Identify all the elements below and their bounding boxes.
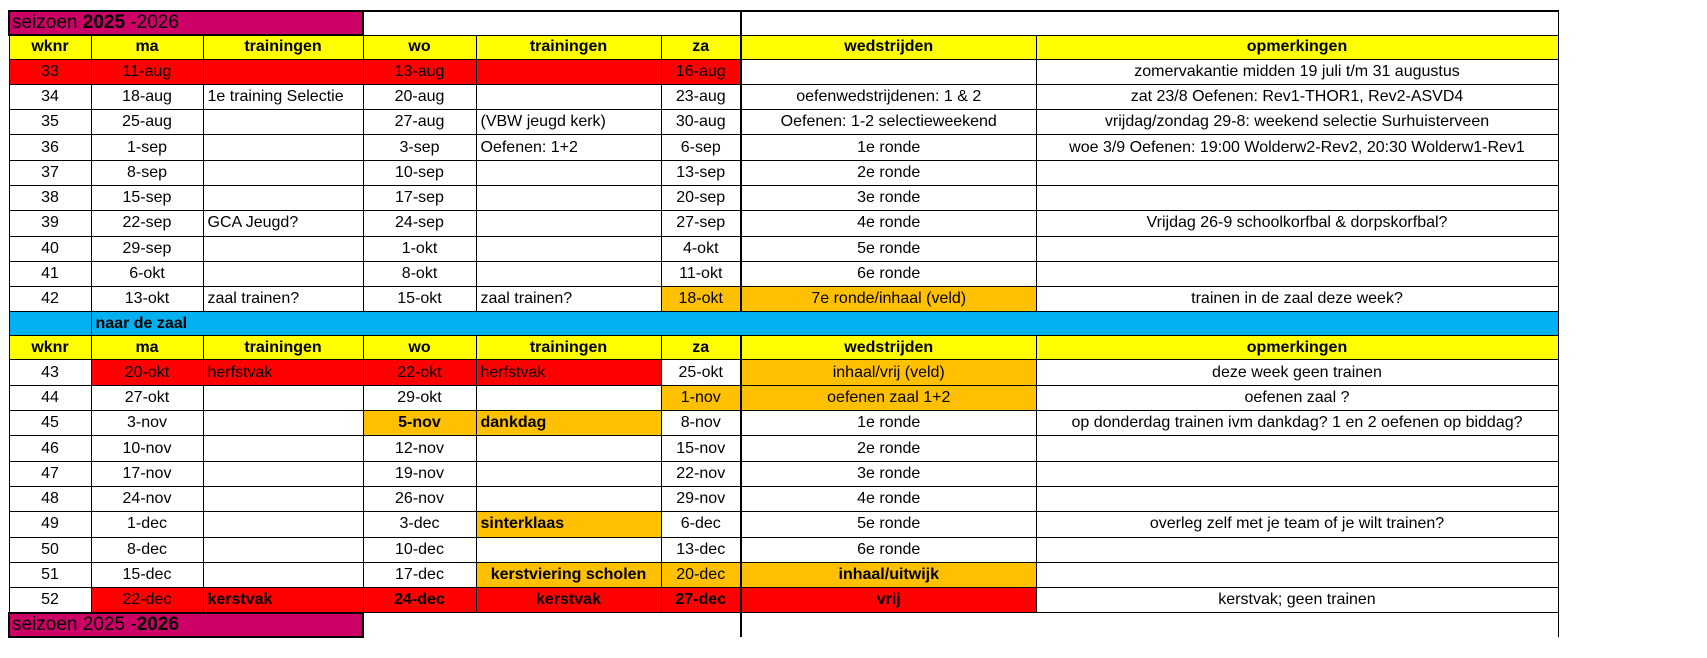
monday-date-cell: 1-dec (91, 512, 203, 537)
wednesday-date-cell: 17-dec (363, 562, 476, 587)
week-number-cell: 34 (9, 84, 91, 109)
week-number-cell: 48 (9, 486, 91, 511)
remarks-cell: kerstvak; geen trainen (1036, 588, 1558, 613)
monday-date-cell: 11-aug (91, 59, 203, 84)
saturday-date-cell: 16-aug (661, 59, 741, 84)
match-cell: 5e ronde (741, 236, 1036, 261)
week-number-cell: 35 (9, 110, 91, 135)
header-week-number: wknr (9, 35, 91, 59)
footer-row (9, 613, 1558, 637)
remarks-cell (1036, 185, 1558, 210)
remarks-cell: trainen in de zaal deze week? (1036, 287, 1558, 312)
monday-training-cell (203, 59, 363, 84)
week-number-cell: 39 (9, 211, 91, 236)
match-cell: inhaal/uitwijk (741, 562, 1036, 587)
wednesday-training-cell (476, 261, 661, 286)
remarks-cell: overleg zelf met je team of je wilt trainen? (1036, 512, 1558, 537)
header-wednesday-date: wo (363, 336, 476, 360)
monday-training-cell (203, 385, 363, 410)
wednesday-date-cell: 10-sep (363, 160, 476, 185)
monday-date-cell: 15-sep (91, 185, 203, 210)
week-number-cell: 33 (9, 59, 91, 84)
saturday-date-cell: 27-sep (661, 211, 741, 236)
match-cell: 2e ronde (741, 436, 1036, 461)
monday-training-cell: kerstvak (203, 588, 363, 613)
wednesday-training-cell (476, 185, 661, 210)
saturday-date-cell: 13-dec (661, 537, 741, 562)
wednesday-training-cell (476, 84, 661, 109)
wednesday-date-cell: 17-sep (363, 185, 476, 210)
monday-date-cell: 8-sep (91, 160, 203, 185)
header-wednesday-date: wo (363, 35, 476, 59)
wednesday-training-cell: (VBW jeugd kerk) (476, 110, 661, 135)
monday-date-cell: 1-sep (91, 135, 203, 160)
empty-cell (363, 613, 741, 637)
table-row (9, 110, 1558, 135)
wednesday-date-cell: 1-okt (363, 236, 476, 261)
header-monday-training: trainingen (203, 336, 363, 360)
week-number-cell: 50 (9, 537, 91, 562)
week-number-cell: 37 (9, 160, 91, 185)
monday-training-cell (203, 185, 363, 210)
wednesday-date-cell: 15-okt (363, 287, 476, 312)
monday-training-cell (203, 486, 363, 511)
wednesday-training-cell: kerstviering scholen (476, 562, 661, 587)
wednesday-training-cell (476, 160, 661, 185)
monday-date-cell: 3-nov (91, 411, 203, 436)
wednesday-date-cell: 24-dec (363, 588, 476, 613)
wednesday-date-cell: 20-aug (363, 84, 476, 109)
monday-date-cell: 25-aug (91, 110, 203, 135)
table-row (9, 360, 1558, 385)
wednesday-date-cell: 26-nov (363, 486, 476, 511)
header-match: wedstrijden (741, 336, 1036, 360)
monday-date-cell: 15-dec (91, 562, 203, 587)
header-monday-training: trainingen (203, 35, 363, 59)
saturday-date-cell: 23-aug (661, 84, 741, 109)
monday-date-cell: 6-okt (91, 261, 203, 286)
monday-training-cell (203, 411, 363, 436)
monday-training-cell (203, 461, 363, 486)
wednesday-training-cell (476, 59, 661, 84)
wednesday-training-cell: Oefenen: 1+2 (476, 135, 661, 160)
saturday-date-cell: 18-okt (661, 287, 741, 312)
monday-training-cell (203, 512, 363, 537)
table-row (9, 512, 1558, 537)
wednesday-date-cell: 13-aug (363, 59, 476, 84)
match-cell: 1e ronde (741, 135, 1036, 160)
match-cell: 5e ronde (741, 512, 1036, 537)
header-monday-date: ma (91, 336, 203, 360)
remarks-cell: Vrijdag 26-9 schoolkorfbal & dorpskorfbal? (1036, 211, 1558, 236)
remarks-cell (1036, 461, 1558, 486)
season-title: seizoen 2025 -2026 (9, 11, 363, 35)
monday-date-cell: 13-okt (91, 287, 203, 312)
monday-date-cell: 29-sep (91, 236, 203, 261)
table-row (9, 486, 1558, 511)
header-wednesday-training: trainingen (476, 35, 661, 59)
wednesday-date-cell: 12-nov (363, 436, 476, 461)
wednesday-date-cell: 19-nov (363, 461, 476, 486)
schedule-sheet (8, 10, 1559, 638)
section-row (9, 312, 1558, 336)
wednesday-training-cell: sinterklaas (476, 512, 661, 537)
monday-training-cell (203, 537, 363, 562)
monday-date-cell: 8-dec (91, 537, 203, 562)
remarks-cell (1036, 436, 1558, 461)
saturday-date-cell: 20-dec (661, 562, 741, 587)
match-cell: Oefenen: 1-2 selectieweekend (741, 110, 1036, 135)
match-cell: 2e ronde (741, 160, 1036, 185)
remarks-cell: deze week geen trainen (1036, 360, 1558, 385)
match-cell: oefenen zaal 1+2 (741, 385, 1036, 410)
saturday-date-cell: 6-sep (661, 135, 741, 160)
match-cell: inhaal/vrij (veld) (741, 360, 1036, 385)
header-remarks: opmerkingen (1036, 35, 1558, 59)
table-row (9, 261, 1558, 286)
remarks-cell: vrijdag/zondag 29-8: weekend selectie Surhuisterveen (1036, 110, 1558, 135)
wednesday-training-cell: kerstvak (476, 588, 661, 613)
saturday-date-cell: 6-dec (661, 512, 741, 537)
week-number-cell: 42 (9, 287, 91, 312)
monday-training-cell: GCA Jeugd? (203, 211, 363, 236)
remarks-cell (1036, 160, 1558, 185)
wednesday-training-cell (476, 211, 661, 236)
match-cell: 1e ronde (741, 411, 1036, 436)
wednesday-training-cell (476, 461, 661, 486)
saturday-date-cell: 11-okt (661, 261, 741, 286)
saturday-date-cell: 30-aug (661, 110, 741, 135)
saturday-date-cell: 27-dec (661, 588, 741, 613)
wednesday-training-cell (476, 385, 661, 410)
monday-training-cell: 1e training Selectie (203, 84, 363, 109)
wednesday-date-cell: 29-okt (363, 385, 476, 410)
monday-training-cell (203, 236, 363, 261)
table-row (9, 461, 1558, 486)
week-number-cell: 43 (9, 360, 91, 385)
wednesday-training-cell (476, 436, 661, 461)
header-saturday-date: za (661, 35, 741, 59)
saturday-date-cell: 1-nov (661, 385, 741, 410)
wednesday-date-cell: 27-aug (363, 110, 476, 135)
wednesday-training-cell: herfstvak (476, 360, 661, 385)
monday-training-cell (203, 436, 363, 461)
saturday-date-cell: 15-nov (661, 436, 741, 461)
week-number-cell: 40 (9, 236, 91, 261)
wednesday-training-cell (476, 537, 661, 562)
monday-date-cell: 10-nov (91, 436, 203, 461)
monday-date-cell: 20-okt (91, 360, 203, 385)
week-number-cell: 46 (9, 436, 91, 461)
schedule-table (8, 10, 1559, 638)
match-cell: 7e ronde/inhaal (veld) (741, 287, 1036, 312)
season-title-bottom: seizoen 2025 -2026 (9, 613, 363, 637)
wednesday-date-cell: 24-sep (363, 211, 476, 236)
wednesday-date-cell: 22-okt (363, 360, 476, 385)
match-cell: 3e ronde (741, 185, 1036, 210)
remarks-cell: zat 23/8 Oefenen: Rev1-THOR1, Rev2-ASVD4 (1036, 84, 1558, 109)
monday-date-cell: 22-sep (91, 211, 203, 236)
header-row (9, 35, 1558, 59)
monday-date-cell: 22-dec (91, 588, 203, 613)
match-cell: 6e ronde (741, 537, 1036, 562)
match-cell: 4e ronde (741, 486, 1036, 511)
monday-training-cell: herfstvak (203, 360, 363, 385)
table-row (9, 537, 1558, 562)
header-week-number: wknr (9, 336, 91, 360)
saturday-date-cell: 13-sep (661, 160, 741, 185)
wednesday-date-cell: 5-nov (363, 411, 476, 436)
wednesday-training-cell: zaal trainen? (476, 287, 661, 312)
remarks-cell: zomervakantie midden 19 juli t/m 31 augustus (1036, 59, 1558, 84)
header-match: wedstrijden (741, 35, 1036, 59)
week-number-cell: 38 (9, 185, 91, 210)
header-monday-date: ma (91, 35, 203, 59)
saturday-date-cell: 25-okt (661, 360, 741, 385)
week-number-cell: 41 (9, 261, 91, 286)
wednesday-date-cell: 8-okt (363, 261, 476, 286)
table-row (9, 84, 1558, 109)
week-number-cell: 49 (9, 512, 91, 537)
week-number-cell: 51 (9, 562, 91, 587)
remarks-cell (1036, 486, 1558, 511)
table-row (9, 160, 1558, 185)
monday-training-cell (203, 160, 363, 185)
saturday-date-cell: 22-nov (661, 461, 741, 486)
match-cell: oefenwedstrijdenen: 1 & 2 (741, 84, 1036, 109)
header-saturday-date: za (661, 336, 741, 360)
week-number-cell: 36 (9, 135, 91, 160)
remarks-cell: oefenen zaal ? (1036, 385, 1558, 410)
empty-cell (363, 11, 741, 35)
saturday-date-cell: 8-nov (661, 411, 741, 436)
empty-cell (9, 312, 91, 336)
remarks-cell (1036, 562, 1558, 587)
match-cell (741, 59, 1036, 84)
saturday-date-cell: 4-okt (661, 236, 741, 261)
wednesday-date-cell: 3-dec (363, 512, 476, 537)
week-number-cell: 44 (9, 385, 91, 410)
match-cell: 6e ronde (741, 261, 1036, 286)
header-row (9, 336, 1558, 360)
table-row (9, 411, 1558, 436)
remarks-cell (1036, 236, 1558, 261)
table-row (9, 385, 1558, 410)
saturday-date-cell: 29-nov (661, 486, 741, 511)
empty-cell (741, 11, 1558, 35)
week-number-cell: 52 (9, 588, 91, 613)
match-cell: vrij (741, 588, 1036, 613)
header-remarks: opmerkingen (1036, 336, 1558, 360)
table-row (9, 185, 1558, 210)
monday-training-cell: zaal trainen? (203, 287, 363, 312)
wednesday-date-cell: 10-dec (363, 537, 476, 562)
table-row (9, 236, 1558, 261)
week-number-cell: 45 (9, 411, 91, 436)
section-label: naar de zaal (91, 312, 1558, 336)
remarks-cell (1036, 537, 1558, 562)
header-wednesday-training: trainingen (476, 336, 661, 360)
monday-date-cell: 17-nov (91, 461, 203, 486)
monday-training-cell (203, 110, 363, 135)
wednesday-date-cell: 3-sep (363, 135, 476, 160)
remarks-cell (1036, 261, 1558, 286)
remarks-cell: woe 3/9 Oefenen: 19:00 Wolderw2-Rev2, 20:30 Wolderw1-Rev1 (1036, 135, 1558, 160)
table-row (9, 135, 1558, 160)
empty-cell (741, 613, 1558, 637)
monday-date-cell: 27-okt (91, 385, 203, 410)
monday-training-cell (203, 562, 363, 587)
table-row (9, 59, 1558, 84)
wednesday-training-cell (476, 236, 661, 261)
match-cell: 4e ronde (741, 211, 1036, 236)
match-cell: 3e ronde (741, 461, 1036, 486)
monday-date-cell: 18-aug (91, 84, 203, 109)
saturday-date-cell: 20-sep (661, 185, 741, 210)
week-number-cell: 47 (9, 461, 91, 486)
remarks-cell: op donderdag trainen ivm dankdag? 1 en 2 oefenen op biddag? (1036, 411, 1558, 436)
table-row (9, 436, 1558, 461)
table-row (9, 211, 1558, 236)
monday-training-cell (203, 135, 363, 160)
monday-training-cell (203, 261, 363, 286)
table-row (9, 588, 1558, 613)
wednesday-training-cell: dankdag (476, 411, 661, 436)
table-row (9, 562, 1558, 587)
monday-date-cell: 24-nov (91, 486, 203, 511)
wednesday-training-cell (476, 486, 661, 511)
table-row (9, 287, 1558, 312)
